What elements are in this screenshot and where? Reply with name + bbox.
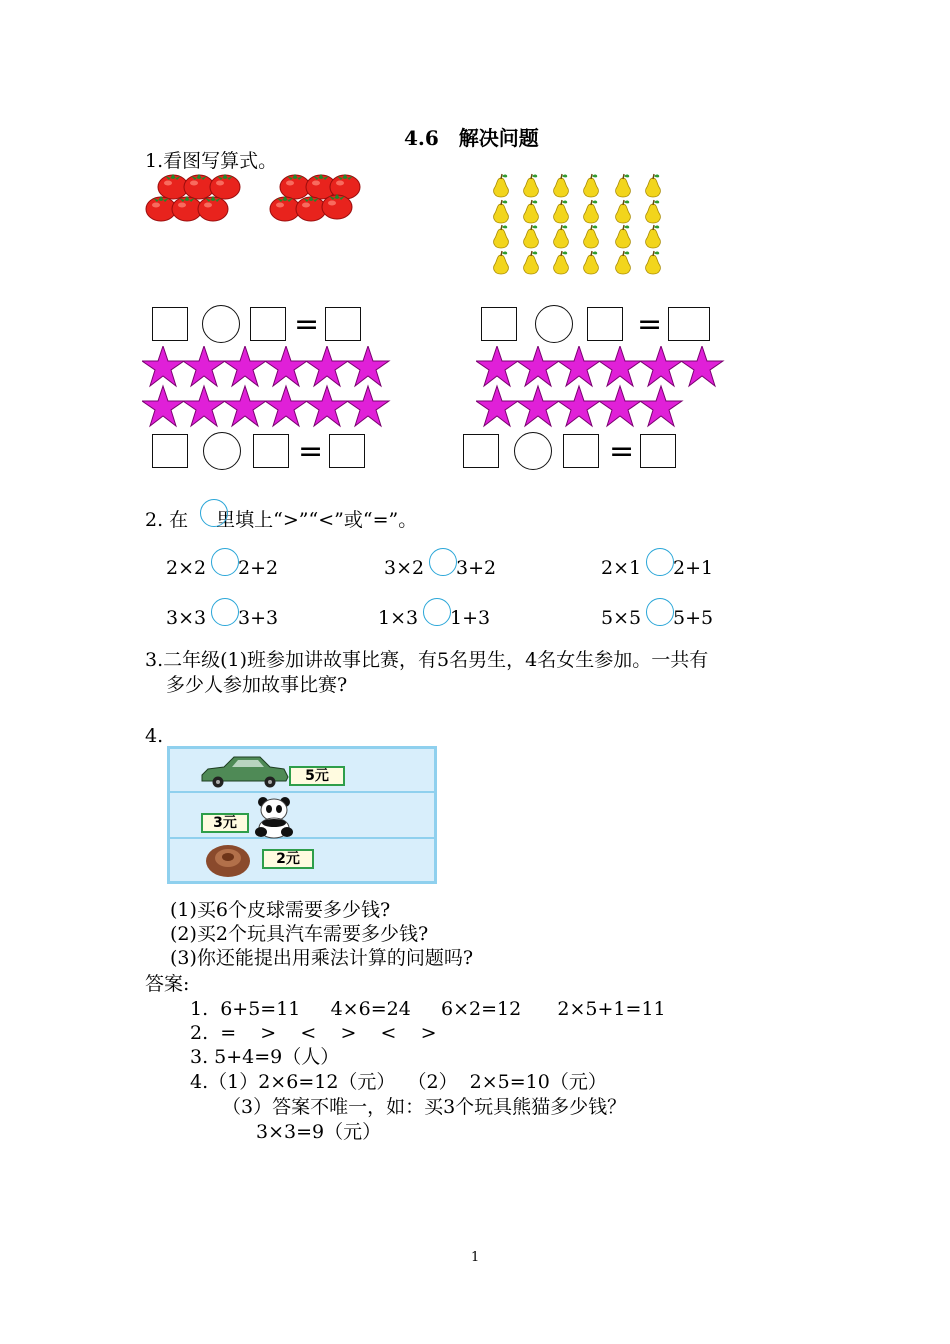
answer-4: 4.（1）2×6=12（元） （2） 2×5=10（元） xyxy=(190,1071,607,1093)
operator-circle[interactable] xyxy=(202,305,240,343)
compare-circle[interactable] xyxy=(429,548,457,576)
star-group xyxy=(476,346,726,428)
toy-row-panda xyxy=(170,793,434,839)
tomato-icon xyxy=(158,174,240,199)
tomato-icon xyxy=(270,194,352,221)
price-tag-car: 5元 xyxy=(289,766,345,786)
compare-right: 2+1 xyxy=(673,557,714,579)
price-tag-ball: 2元 xyxy=(262,849,314,869)
pear-icon xyxy=(494,174,661,274)
question-1-label: 1.看图写算式。 xyxy=(145,150,278,172)
compare-circle[interactable] xyxy=(646,548,674,576)
question-4-label: 4. xyxy=(145,725,164,747)
answer-1: 1. 6+5=11 4×6=24 6×2=12 2×5+1=11 xyxy=(190,998,666,1020)
toy-price-panel xyxy=(167,746,437,884)
compare-right: 2+2 xyxy=(238,557,279,579)
question-3-line2: 多少人参加故事比赛? xyxy=(166,674,348,696)
compare-right: 1+3 xyxy=(450,607,491,629)
pear-group xyxy=(490,170,675,278)
answer-3: 3. 5+4=9（人） xyxy=(190,1046,340,1068)
star-icon xyxy=(476,346,723,426)
answer-box[interactable] xyxy=(152,307,188,341)
compare-right: 3+2 xyxy=(456,557,497,579)
operator-circle[interactable] xyxy=(535,305,573,343)
answer-box[interactable] xyxy=(250,307,286,341)
compare-right: 3+3 xyxy=(238,607,279,629)
answer-box[interactable] xyxy=(587,307,623,341)
compare-left: 3×3 xyxy=(166,607,207,629)
panda-toy-icon xyxy=(250,795,300,839)
equals-sign: = xyxy=(294,307,320,342)
answer-4-part3-calc: 3×3=9（元） xyxy=(256,1121,382,1143)
compare-left: 3×2 xyxy=(384,557,425,579)
compare-circle[interactable] xyxy=(423,598,451,626)
answer-box[interactable] xyxy=(481,307,517,341)
question-4-sub2: (2)买2个玩具汽车需要多少钱? xyxy=(170,923,429,945)
question-2-label: 2. 在 里填上“>”“<”或“=”。 xyxy=(145,509,418,531)
equals-sign: = xyxy=(637,307,663,342)
answers-heading: 答案: xyxy=(145,973,190,995)
price-tag-panda: 3元 xyxy=(201,813,249,833)
question-4-sub1: (1)买6个皮球需要多少钱? xyxy=(170,899,391,921)
answer-box[interactable] xyxy=(668,307,710,341)
question-4-sub3: (3)你还能提出用乘法计算的问题吗? xyxy=(170,947,474,969)
leather-ball-icon xyxy=(204,843,254,879)
answer-2: 2. = > < > < > xyxy=(190,1022,437,1044)
question-3-line1: 3.二年级(1)班参加讲故事比赛，有5名男生，4名女生参加。一共有 xyxy=(145,649,709,671)
tomato-icon xyxy=(146,196,228,221)
answer-box[interactable] xyxy=(152,434,188,468)
compare-circle[interactable] xyxy=(211,548,239,576)
toy-car-icon xyxy=(198,753,290,789)
equals-sign: = xyxy=(298,434,324,469)
answer-box[interactable] xyxy=(253,434,289,468)
compare-right: 5+5 xyxy=(673,607,714,629)
operator-circle[interactable] xyxy=(514,432,552,470)
star-icon xyxy=(142,346,389,426)
operator-circle[interactable] xyxy=(203,432,241,470)
answer-box[interactable] xyxy=(640,434,676,468)
compare-left: 2×1 xyxy=(601,557,642,579)
answer-4-part3: （3）答案不唯一，如：买3个玩具熊猫多少钱？ xyxy=(222,1096,627,1118)
compare-circle[interactable] xyxy=(211,598,239,626)
toy-row-ball xyxy=(170,839,434,881)
answer-box[interactable] xyxy=(325,307,361,341)
compare-left: 1×3 xyxy=(378,607,419,629)
answer-box[interactable] xyxy=(463,434,499,468)
compare-circle[interactable] xyxy=(646,598,674,626)
page-title: 4.6 解决问题 xyxy=(404,126,539,150)
answer-box[interactable] xyxy=(563,434,599,468)
toy-row-car xyxy=(170,749,434,793)
compare-left: 2×2 xyxy=(166,557,207,579)
tomato-group xyxy=(143,170,363,232)
equals-sign: = xyxy=(609,434,635,469)
tomato-icon xyxy=(280,174,360,199)
compare-left: 5×5 xyxy=(601,607,642,629)
answer-box[interactable] xyxy=(329,434,365,468)
page-number: 1 xyxy=(471,1250,480,1265)
star-group xyxy=(142,346,392,428)
compare-circle-example xyxy=(200,499,228,527)
